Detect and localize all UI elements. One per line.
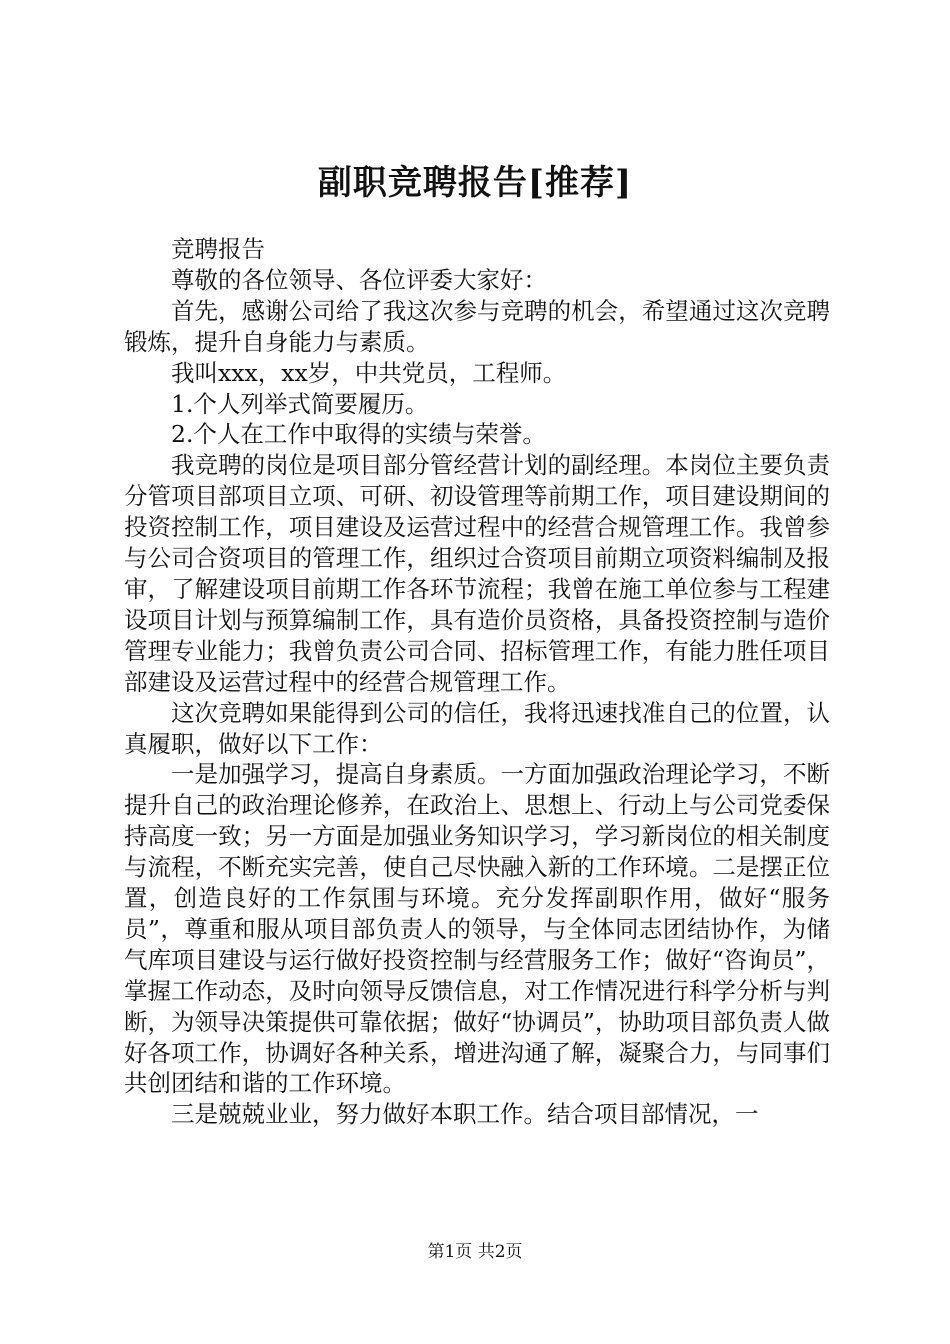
paragraph-heading: 竞聘报告 [171, 235, 265, 263]
paragraph-plan-three: 三是兢兢业业，努力做好本职工作。结合项目部情况，一 [171, 1100, 759, 1129]
paragraph-achievements: 2.个人在工作中取得的实绩与荣誉。 [171, 420, 546, 449]
paragraph-resume: 1.个人列举式简要履历。 [171, 389, 429, 418]
paragraph-thanks: 首先，感谢公司给了我这次参与竞聘的机会，希望通过这次竞聘锻炼，提升自身能力与素质。 [124, 296, 830, 356]
paragraph-position: 我竞聘的岗位是项目部分管经营计划的副经理。本岗位主要负责分管项目部项目立项、可研、初设管理等前期工作，项目建设期间的投资控制工作，项目建设及运营过程中的经营合规管理工作。我曾参与公司合资项目的管理工作，组织过合资项目前期立项资料编制及报审，了解建设项目前期工作各环节流程；我曾在施工单位参与工程建设项目计划与预算编制工作，具有造价员资格，具备投资控制与造价管理专业能力；我曾负责公司合同、招标管理工作，有能力胜任项目部建设及运营过程中的经营合规管理工作。 [124, 451, 830, 696]
paragraph-commitment: 这次竞聘如果能得到公司的信任，我将迅速找准自己的位置，认真履职，做好以下工作： [124, 698, 830, 758]
paragraph-salutation: 尊敬的各位领导、各位评委大家好： [171, 265, 547, 294]
document-title: 副职竞聘报告[推荐] [317, 163, 633, 203]
document-body [124, 234, 830, 1130]
paragraph-plan-one-two: 一是加强学习，提高自身素质。一方面加强政治理论学习，不断提升自己的政治理论修养，在政治上、思想上、行动上与公司党委保持高度一致；另一方面是加强业务知识学习，学习新岗位的相关制度与流程，不断充实完善，使自己尽快融入新的工作环境。二是摆正位置，创造良好的工作氛围与环境。充分发挥副职作用，做好“服务员”，尊重和服从项目部负责人的领导，与全体同志团结协作，为储气库项目建设与运行做好投资控制与经营服务工作；做好“咨询员”，掌握工作动态，及时向领导反馈信息，对工作情况进行科学分析与判断，为领导决策提供可靠依据；做好“协调员”，协助项目部负责人做好各项工作，协调好各种关系，增进沟通了解，凝聚合力，与同事们共创团结和谐的工作环境。 [124, 760, 830, 1098]
paragraph-self-intro: 我叫xxx，xx岁，中共党员，工程师。 [171, 358, 567, 387]
page-footer: 第1页 共2页 [427, 1242, 523, 1262]
